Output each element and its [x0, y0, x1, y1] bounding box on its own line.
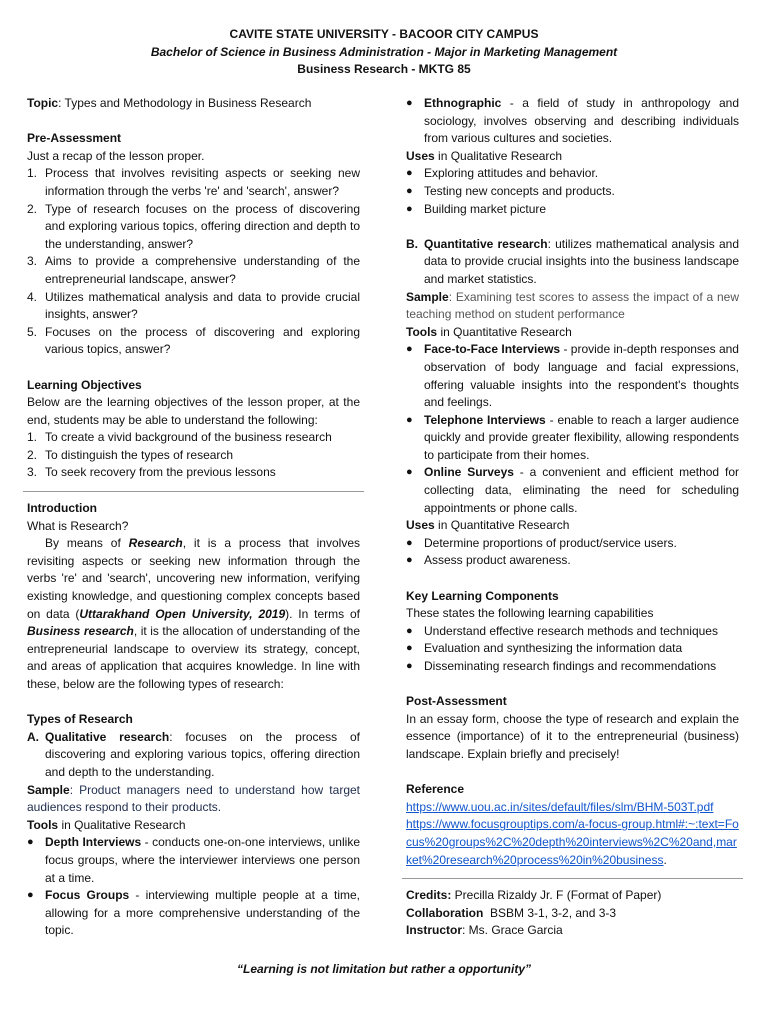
qualitative-definition	[27, 729, 360, 782]
tool-label: Online Surveys	[424, 465, 514, 480]
item-text: Utilizes mathematical analysis and data to provide crucial insights, answer?	[45, 289, 360, 322]
list-item	[27, 165, 360, 200]
bullet-icon: ●	[406, 413, 413, 426]
reference-link-2-line	[406, 816, 739, 869]
university-title: CAVITE STATE UNIVERSITY - BACOOR CITY CAMPUS	[229, 27, 539, 41]
intro-term-research: Research	[128, 536, 183, 551]
list-item	[27, 429, 360, 447]
item-letter: A.	[27, 729, 39, 744]
item-number: 1.	[27, 430, 38, 445]
pre-assessment-intro: Just a recap of the lesson proper.	[27, 148, 205, 163]
topic-label: Topic	[27, 96, 59, 110]
bullet-icon: ●	[406, 642, 413, 655]
tools-label: Tools	[406, 324, 438, 339]
use-text: Testing new concepts and products.	[424, 183, 615, 198]
item-number: 2.	[27, 201, 38, 216]
reference-period: .	[663, 852, 667, 867]
list-item	[406, 535, 739, 553]
list-item	[406, 412, 739, 465]
section-divider	[23, 491, 364, 492]
list-item	[406, 341, 739, 411]
list-item	[27, 447, 360, 465]
types-title: Types of Research	[27, 712, 133, 727]
instructor-line	[406, 922, 739, 940]
collaboration-text: BSBM 3-1, 3-2, and 3-3	[483, 905, 617, 920]
sample-text: : Examining test scores to assess the impact of a new teaching method on student performance	[406, 289, 739, 322]
quantitative-uses-heading	[406, 517, 739, 535]
reference-title: Reference	[406, 782, 465, 797]
key-components-title: Key Learning Components	[406, 588, 559, 603]
use-text: Assess product awareness.	[424, 553, 571, 568]
uses-text: in Quantitative Research	[434, 518, 570, 533]
list-item	[27, 834, 360, 887]
intro-text: , it is a process that involves revisiting aspects or seeking new information through the verbs 're' and 'search', uncovering new information, verifying existing knowledge, and questioning complex concepts based on data (	[27, 536, 360, 621]
bullet-icon: ●	[406, 167, 413, 180]
item-number: 5.	[27, 324, 38, 339]
item-text: Aims to provide a comprehensive understanding of the entrepreneurial landscape, answer?	[45, 254, 360, 286]
item-text: To distinguish the types of research	[45, 447, 234, 462]
collaboration-label: Collaboration	[406, 905, 484, 920]
introduction-question: What is Research?	[27, 518, 129, 533]
intro-term-business-research: Business research	[27, 624, 134, 639]
footer-quote: “Learning is not limitation but rather a opportunity”	[237, 962, 531, 976]
instructor-text: : Ms. Grace Garcia	[462, 923, 563, 938]
use-text: Exploring attitudes and behavior.	[424, 166, 599, 181]
tool-text: - a convenient and efficient method for collecting data, eliminating the need for scheduling appointments or phone calls.	[424, 465, 739, 515]
bullet-icon: ●	[406, 97, 413, 109]
uses-label: Uses	[406, 148, 435, 163]
qualitative-uses-heading	[406, 148, 739, 166]
instructor-label: Instructor	[406, 923, 463, 938]
list-item	[27, 201, 360, 254]
tool-text: - a field of study in anthropology and sociology, involves observing and describing individuals from various cultures and societies.	[424, 96, 739, 146]
credits-label: Credits:	[406, 888, 452, 903]
item-text: Type of research focuses on the process of discovering and exploring various topics, offering direction and depth to the understanding, answer?	[45, 201, 360, 251]
program-title: Bachelor of Science in Business Administration - Major in Marketing Management	[150, 44, 618, 59]
tool-text: - provide in-depth responses and observation of body language and facial expressions, offering valuable insights into the respondent's thoughts and feelings.	[424, 342, 739, 410]
tools-text: in Qualitative Research	[58, 817, 186, 832]
tool-label: Ethnographic	[424, 96, 502, 110]
right-column	[406, 95, 739, 940]
tool-text: - enable to reach a larger audience quickly and provide greater flexibility, allowing respondents to participate from their homes.	[424, 412, 739, 462]
course-title: Business Research - MKTG 85	[297, 62, 471, 76]
item-number: 2.	[27, 447, 38, 462]
item-number: 4.	[27, 289, 38, 304]
item-text: Focuses on the process of discovering and exploring various topics, answer?	[45, 324, 360, 357]
introduction-title: Introduction	[27, 501, 97, 516]
list-item	[406, 640, 739, 658]
bullet-icon: ●	[27, 836, 34, 849]
list-item	[27, 324, 360, 359]
post-assessment-title: Post-Assessment	[406, 694, 507, 709]
reference-link-1-line	[406, 799, 739, 817]
sample-label: Sample	[406, 289, 449, 304]
use-text: Determine proportions of product/service users.	[424, 535, 677, 550]
list-item	[406, 183, 739, 201]
topic-line	[27, 95, 360, 113]
list-item	[406, 165, 739, 183]
quantitative-label: Quantitative research	[424, 236, 548, 251]
quantitative-sample	[406, 289, 739, 324]
sample-text: : Product managers need to understand how target audiences respond to their products.	[27, 782, 360, 815]
component-text: Understand effective research methods and techniques	[424, 623, 718, 638]
topic-text: : Types and Methodology in Business Research	[58, 96, 312, 110]
bullet-icon: ●	[406, 466, 413, 479]
bullet-icon: ●	[406, 536, 413, 549]
tool-text: - conducts one-on-one interviews, unlike focus groups, where the interviewer interviews one person at a time.	[45, 835, 360, 885]
uses-label: Uses	[406, 518, 435, 533]
reference-link[interactable]: https://www.uou.ac.in/sites/default/files/slm/BHM-503T.pdf	[406, 799, 714, 814]
credits-line	[406, 887, 739, 905]
list-item	[27, 887, 360, 940]
list-item	[27, 464, 360, 482]
document-header	[0, 0, 768, 79]
sample-label: Sample	[27, 782, 70, 797]
item-text: To seek recovery from the previous lessons	[45, 465, 276, 480]
component-text: Disseminating research findings and recommendations	[424, 659, 717, 673]
qualitative-sample	[27, 782, 360, 817]
qualitative-label: Qualitative research	[45, 729, 170, 744]
intro-text: By means of	[45, 536, 129, 551]
list-item	[406, 552, 739, 570]
left-column	[27, 95, 360, 940]
list-item	[406, 464, 739, 517]
quantitative-tools-heading	[406, 324, 739, 342]
tool-label: Face-to-Face Interviews	[424, 342, 561, 357]
bullet-icon: ●	[406, 660, 413, 672]
introduction-paragraph	[27, 535, 360, 693]
intro-citation: Uttarakhand Open University, 2019	[79, 606, 286, 621]
uses-text: in Qualitative Research	[434, 148, 563, 163]
list-item	[27, 253, 360, 288]
quantitative-definition	[406, 236, 739, 289]
intro-text: , it is the allocation of understanding of the entrepreneurial landscape to overview its strategy, concept, and areas of application that acquires knowledge. In line with these, below are the following types of research:	[27, 624, 360, 691]
qualitative-tools-heading	[27, 817, 360, 835]
reference-link[interactable]: https://www.focusgrouptips.com/a-focus-group.html#:~:text=Focus%20groups%2C%20depth%20interviews%2C%20and,market%20research%20process%20in%20business	[406, 817, 739, 867]
item-number: 1.	[27, 166, 38, 181]
item-number: 3.	[27, 465, 38, 480]
list-item	[406, 95, 739, 148]
tool-label: Depth Interviews	[45, 835, 142, 850]
credits-text: Precilla Rizaldy Jr. F (Format of Paper)	[451, 888, 662, 903]
list-item	[406, 623, 739, 641]
list-item	[406, 201, 739, 219]
tools-label: Tools	[27, 817, 59, 832]
use-text: Building market picture	[424, 201, 547, 216]
key-components-intro: These states the following learning capabilities	[406, 606, 654, 621]
bullet-icon: ●	[406, 202, 413, 215]
quantitative-text: : utilizes mathematical analysis and data to provide crucial insights into the business landscape and market statistics.	[424, 236, 739, 286]
intro-text: ). In terms of	[285, 606, 360, 621]
objectives-intro: Below are the learning objectives of the lesson proper, at the end, students may be able to understand the following:	[27, 395, 360, 427]
tool-text: - interviewing multiple people at a time, allowing for a more comprehensive understanding of the topic.	[45, 888, 360, 938]
bullet-icon: ●	[27, 889, 34, 902]
post-assessment-text: In an essay form, choose the type of research and explain the essence (importance) of it to the entrepreneurial (business) landscape. Explain briefly and precisely!	[406, 711, 739, 761]
bullet-icon: ●	[406, 184, 413, 197]
collaboration-line	[406, 905, 739, 923]
item-text: Process that involves revisiting aspects or seeking new information through the verbs 're' and 'search', answer?	[45, 166, 360, 198]
objectives-title: Learning Objectives	[27, 377, 142, 392]
item-number: 3.	[27, 254, 38, 269]
list-item	[27, 289, 360, 324]
pre-assessment-title: Pre-Assessment	[27, 131, 122, 146]
list-item	[406, 658, 739, 676]
tool-label: Telephone Interviews	[424, 412, 546, 427]
credits-divider	[402, 878, 743, 879]
bullet-icon: ●	[406, 343, 413, 356]
qualitative-text: : focuses on the process of discovering and exploring various topics, offering direction and depth to the understanding.	[45, 729, 360, 779]
item-letter: B.	[406, 236, 418, 251]
item-text: To create a vivid background of the business research	[45, 430, 332, 445]
bullet-icon: ●	[406, 554, 413, 567]
component-text: Evaluation and synthesizing the information data	[424, 641, 683, 656]
bullet-icon: ●	[406, 624, 413, 637]
tool-label: Focus Groups	[45, 888, 130, 903]
tools-text: in Quantitative Research	[437, 324, 572, 339]
